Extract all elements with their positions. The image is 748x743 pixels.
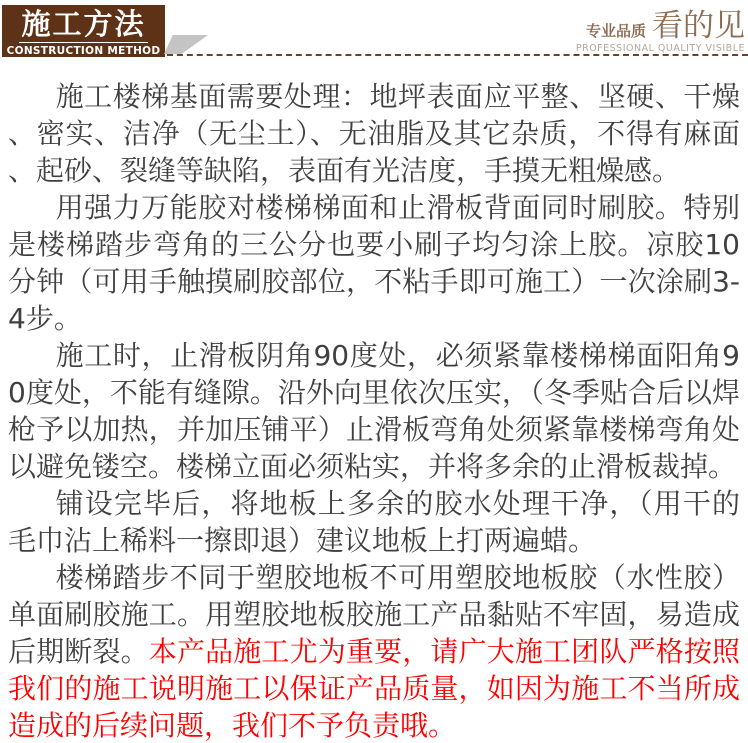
construction-instructions — [0, 78, 748, 743]
warning-black-text: 楼梯踏步不同于塑胶地板不可用塑胶地板胶（水性胶）单面刷胶施工。用塑胶地板胶施工产品黏贴不牢固，易造成后期断裂。 — [8, 561, 740, 668]
ribbon-fold-shape — [164, 35, 208, 54]
brand-tagline — [576, 10, 745, 54]
instruction-paragraph-4: 铺设完毕后，将地板上多余的胶水处理干净，（用干的毛巾沾上稀料一擦即退）建议地板上打两遍蜡。 — [8, 487, 740, 557]
section-title-badge — [2, 5, 165, 57]
warning-red-text: 本产品施工尤为重要，请广大施工团队严格按照我们的施工说明施工以保证产品质量，如因为施工不当所成造成的后续问题，我们不予负责哦。 — [8, 635, 740, 742]
tagline-large-text: 看的见 — [652, 8, 745, 44]
instruction-paragraph-1: 施工楼梯基面需要处理：地坪表面应平整、坚硬、干燥、密实、洁净（无尘土）、无油脂及其它杂质，不得有麻面、起砂、裂缝等缺陷，表面有光洁度，手摸无粗燥感。 — [8, 80, 740, 187]
section-header — [0, 0, 748, 58]
dashed-divider — [167, 54, 748, 56]
tagline-english: PROFESSIONAL QUALITY VISIBLE — [575, 43, 745, 54]
section-title: 施工方法 — [21, 7, 146, 41]
instruction-paragraph-2: 用强力万能胶对楼梯梯面和止滑板背面同时刷胶。特别是楼梯踏步弯角的三公分也要小刷子均匀涂上胶。凉胶10分钟（可用手触摸刷胶部位，不粘手即可施工）一次涂刷3-4步。 — [8, 191, 740, 335]
tagline-row — [576, 10, 745, 42]
instruction-paragraph-5 — [8, 559, 740, 743]
instruction-paragraph-3: 施工时，止滑板阴角90度处，必须紧靠楼梯梯面阳角90度处，不能有缝隙。沿外向里依次压实，（冬季贴合后以焊枪予以加热，并加压铺平）止滑板弯角处须紧靠楼梯弯角处以避免镂空。楼梯立面必须粘实，并将多余的止滑板裁掉。 — [8, 339, 740, 483]
section-title-english: CONSTRUCTION METHOD — [6, 45, 161, 57]
tagline-small-text: 专业品质 — [585, 22, 646, 40]
